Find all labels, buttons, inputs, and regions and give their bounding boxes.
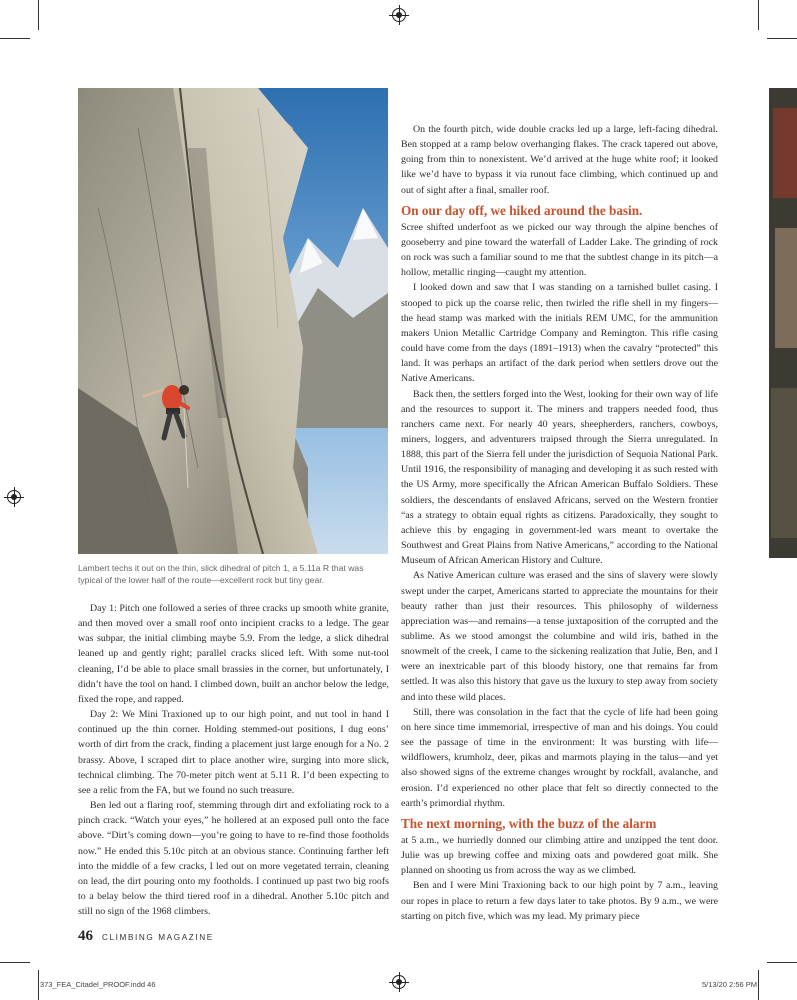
- section-lead-paragraph: at 5 a.m., we hurriedly donned our climbing attire and unzipped the tent door. Julie was up brewing coffee and mixing oats and powdered goat milk. She planned on shooting us from across the way as we climbed.: [401, 834, 718, 877]
- page-number: 46: [78, 928, 93, 944]
- photo-caption: Lambert techs it out on the thin, slick dihedral of pitch 1, a 5.11a R that was typical of the lower half of the route—excellent rock but tiny gear.: [78, 563, 364, 585]
- magazine-name: CLIMBING MAGAZINE: [102, 933, 214, 942]
- section-heading: The next morning, with the buzz of the alarm: [401, 815, 657, 831]
- body-paragraph: Ben led out a flaring roof, stemming through dirt and exfoliating rock to a pinch crack. “Watch your eyes,” he hollered at an exposed pull onto the face above. “Dirt’s coming down—you’re going to have to re-find those footholds now.” He ended this 5.10c pitch at an obvious stance. Continuing farther left into the middle of a few cracks, I led out on more vegetated terrain, cleaning on lead, the dirt pouring onto my footholds. I continued up past two big roofs to a belay below the third tiered roof in a dihedral. Another 5.10c pitch and still no sign of the 1968 climbers.: [78, 800, 389, 918]
- crop-mark: [0, 962, 30, 963]
- crop-mark: [758, 970, 759, 1000]
- crop-mark: [38, 970, 39, 1000]
- crop-mark: [0, 38, 30, 39]
- crop-mark: [767, 962, 797, 963]
- registration-mark-icon: [392, 8, 406, 22]
- slug-timestamp: 5/13/20 2:56 PM: [701, 980, 757, 989]
- right-column: [401, 122, 718, 924]
- body-paragraph: As Native American culture was erased and the sins of slavery were slowly swept under the carpet, Americans started to appreciate the mountains for their beauty rather than just their resources. This philosophy of wilderness appreciation was—and remains—a tense juxtaposition of the corrupted and the sublime. As we stood amongst the columbine and wild iris, bathed in the snowmelt of the creek, I came to the sickening realization that Julie, Ben, and I were an inextricable part of this bloody history, one that remains far from settled. It was also this history that gave us the luxury to step away from society and into these wild places.: [401, 570, 718, 703]
- body-paragraph: Ben and I were Mini Traxioning back to our high point by 7 a.m., leaving our ropes in place to return a few days later to take photos. By 9 a.m., we were starting on pitch five, which was my lead. My primary piece: [401, 880, 718, 922]
- registration-mark-icon: [392, 975, 406, 989]
- climbing-photo: [78, 88, 388, 554]
- body-paragraph: I looked down and saw that I was standing on a tarnished bullet casing. I stooped to pick up the coarse relic, then twirled the rifle shell in my fingers—the head stamp was marked with the initials REM UMC, for the ammunition makers Union Metallic Cartridge Company and Remington. This rifle casing could have come from the days (1891–1913) when the cavalry “protected” this land. It was perhaps an artifact of the dark period when settlers drove out the Native Americans.: [401, 282, 718, 385]
- left-column: [78, 601, 389, 919]
- body-paragraph: Back then, the settlers forged into the West, looking for their own way of life and the resources to support it. The miners and trappers needed food, thus ranchers came next. For nearly 40 years, sheepherders, ranchers, cowboys, miners, loggers, and adventurers traipsed through the Sierra unregulated. In 1888, this part of the Sierra fell under the jurisdiction of Sequoia National Park. Until 1916, the responsibility of managing and developing it as such rested with the US Army, more specifically the African American Buffalo Soldiers. These soldiers, the descendants of enslaved Africans, served on the Western frontier “as a strategy to obtain equal rights as citizens. Paradoxically, they sought to achieve this by engaging in government-led wars meant to overtake the Southwest and Great Plains from Native Americans,” according to the National Museum of African American History and Culture.: [401, 388, 718, 567]
- body-paragraph: Day 2: We Mini Traxioned up to our high point, and nut tool in hand I continued up the thin corner. Holding stemmed-out positions, I dug eons’ worth of dirt from the crack, finding a placement just large enough for a No. 2 brassy. Above, I scraped dirt to place another wire, surging into more slick, technical climbing. The 70-meter pitch went at 5.11 R. I’d been expecting to see a relic from the FA, but we found no such treasure.: [78, 709, 389, 796]
- body-paragraph: Day 1: Pitch one followed a series of three cracks up smooth white granite, and then moved over a small roof onto incipient cracks to a ledge. The gear was subpar, the initial climbing maybe 5.9. From the ledge, a slick dihedral leaned up and gently right; parallel cracks sliced left. With some nut-tool cleaning, I’d be able to place small brassies in the corner, but unfortunately, I didn’t have the tool on hand. I climbed down, built an anchor below the ledge, fixed the rope, and rapped.: [78, 603, 389, 705]
- section-lead-paragraph: Scree shifted underfoot as we picked our way through the alpine benches of gooseberry and pine toward the waterfall of Ladder Lake. The grinding of rock on rock was such a familiar sound to me that the subtlest change in its pitch—a hollow, metallic ringing—caught my attention.: [401, 221, 718, 279]
- crop-mark: [767, 38, 797, 39]
- adjacent-page-photo-edge: [759, 88, 797, 558]
- slug-filename: 373_FEA_Citadel_PROOF.indd 46: [40, 980, 156, 989]
- registration-mark-icon: [7, 490, 21, 504]
- crop-mark: [758, 0, 759, 30]
- body-paragraph: Still, there was consolation in the fact that the cycle of life had been going on here since time immemorial, irrespective of man and his doings. You could see the passage of time in the environment: It was bursting with life—wildflowers, krumholz, deer, pikas and marmots playing in the talus—and yet also showed signs of the extreme changes wrought by rockfall, avalanche, and erosion. I’d experienced no other place that felt so directly connected to the earth’s primordial rhythm.: [401, 706, 718, 809]
- section-heading: On our day off, we hiked around the basin.: [401, 202, 643, 218]
- crop-mark: [38, 0, 39, 30]
- body-paragraph: On the fourth pitch, wide double cracks led up a large, left-facing dihedral. Ben stopped at a ramp below overhanging flakes. The crack tapered out above, going from thin to nonexistent. We’d arrived at the huge white roof; it looked like we’d have to bypass it via runout face climbing, which continued up and out of sight after a final, smaller roof.: [401, 124, 718, 196]
